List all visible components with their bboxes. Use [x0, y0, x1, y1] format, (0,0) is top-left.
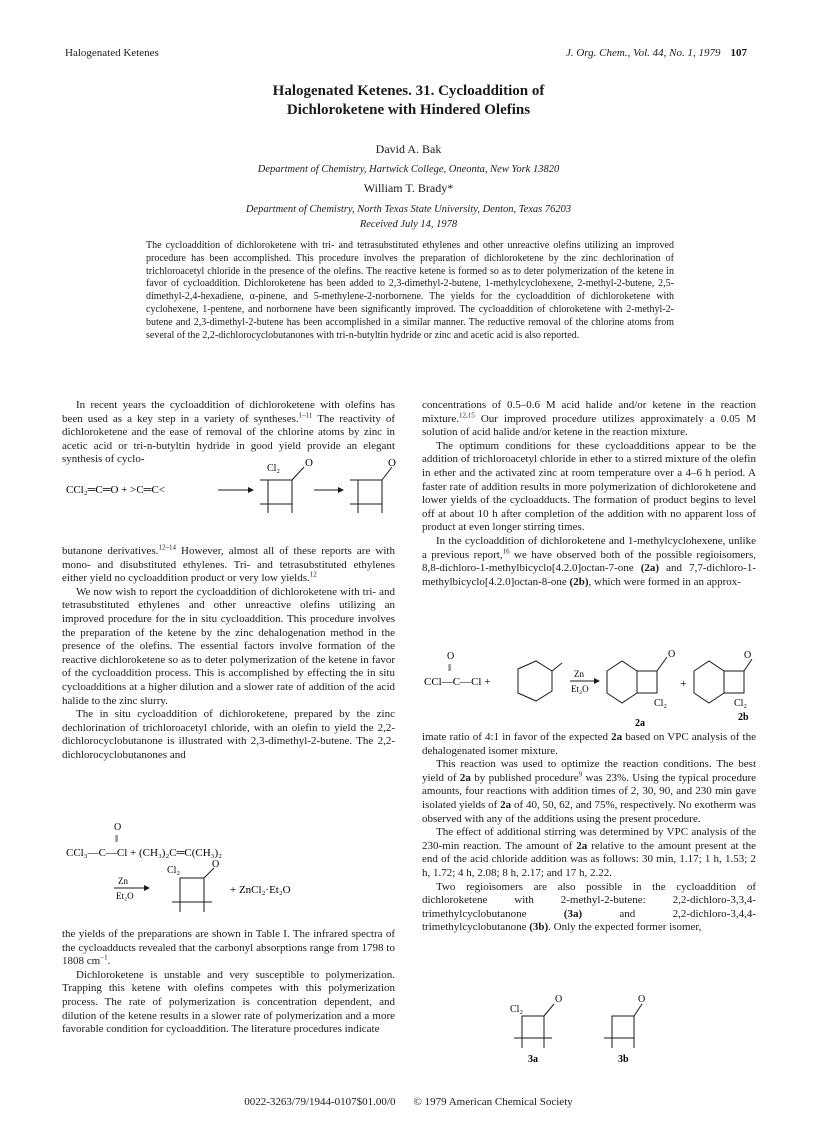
text-run: . Only the expected former isomer,: [548, 921, 702, 934]
carbonyl-o-3a: O: [555, 994, 563, 1005]
byproduct: + ZnCl₂·Et₂O: [230, 884, 291, 896]
cl2-label: Cl₂: [167, 865, 180, 876]
text-run: This reaction was used to optimize the reaction conditions. The best yield of: [422, 758, 756, 784]
scheme-4: [422, 990, 756, 1067]
text-run: In the cycloaddition of dichloroketene and 1-methylcyclohexene, unlike a previous report,: [422, 534, 756, 561]
compound-label: (3a): [563, 907, 583, 920]
compound-label-3b: 3b: [618, 1054, 629, 1065]
text-run: of 40, 50, 62, and 75%, respectively. No exotherm was observed with any of the additions using the present procedure.: [422, 798, 757, 825]
journal-citation: J. Org. Chem., Vol. 44, No. 1, 1979: [565, 47, 721, 59]
arrow-head: [248, 487, 254, 493]
cyclobutanone-ring-3b: [612, 1016, 634, 1038]
article-title-line-2: Dichloroketene with Hindered Olefins: [286, 102, 531, 118]
cl2-label-2b: Cl₂: [734, 698, 747, 709]
methylcyclohexene-ring: [518, 661, 552, 701]
compound-label: (2a): [640, 562, 660, 575]
text-run: .: [107, 955, 111, 968]
page-footer: [0, 1096, 817, 1108]
text-run: we have observed both of the possible regioisomers, 8,8-dichloro-1-methylbicyclo[4.2.0]octan-7-one: [422, 548, 756, 575]
text-run: The effect of additional stirring was determined by VPC analysis of the 230-min reaction. The amount of: [422, 826, 756, 852]
cyclobutanone-ring-3a: [522, 1016, 544, 1038]
running-head-journal: [566, 47, 747, 59]
paragraph-13: [422, 881, 756, 935]
scheme-3-o: O: [447, 651, 455, 662]
cyclobutanone-ring: [180, 878, 204, 902]
plus-sign: +: [680, 676, 687, 690]
scheme-3: [422, 647, 756, 730]
reference-sup: 9: [578, 770, 583, 779]
compound-label: 2a: [459, 771, 471, 784]
text-run: the yields of the preparations are shown in Table I. The infrared spectra of the cycloadducts revealed that the carbonyl absorptions range from 1798 to 1808 cm: [62, 928, 395, 968]
left-column-block-2: [62, 545, 395, 763]
text-run: In recent years the cycloaddition of dichloroketene with olefins has been used as a key step in a variety of syntheses.: [62, 399, 395, 425]
text-run: imate ratio of 4:1 in favor of the expected: [422, 731, 612, 743]
cl2-label-3a: Cl₂: [510, 1004, 523, 1015]
compound-label: 2a: [576, 839, 588, 852]
text-run: However, almost all of these reports are with mono- and disubstituted ethylenes. Tri- and tetrasubstituted ethylenes either yield no cycloaddition product or very low yields.: [62, 545, 395, 585]
paragraph-11: [422, 758, 756, 826]
compound-label-3a: 3a: [528, 1054, 538, 1065]
carbonyl-o: O: [212, 859, 220, 870]
scheme-1: [62, 455, 395, 532]
bicyclic-ring-2b: [694, 661, 724, 703]
compound-label: (2b): [569, 575, 589, 588]
cyclobutanone-ring-product: [358, 480, 382, 504]
text-run: based on VPC analysis of the dehalogenated isomer mixture.: [422, 731, 756, 757]
received-date: Received July 14, 1978: [359, 219, 458, 230]
reference-sup: 1–11: [298, 410, 313, 419]
carbonyl-o-3b: O: [638, 994, 646, 1005]
running-head-title: Halogenated Ketenes: [65, 47, 159, 59]
carbonyl-o: O: [305, 457, 313, 469]
paragraph-7: [422, 399, 756, 440]
carbonyl-o-2b: O: [744, 650, 752, 661]
author-1: David A. Bak: [375, 142, 442, 156]
paragraph-9: [422, 535, 756, 589]
compound-label: 2a: [611, 731, 623, 743]
text-run: concentrations of 0.5–0.6 M acid halide and/or ketene in the reaction mixture.: [422, 399, 756, 425]
text-run: Our improved procedure utilizes approximately a 0.05 M solution of acid halide and/or ketene in the reaction mixture.: [422, 412, 756, 439]
scheme-2: [62, 818, 395, 923]
compound-label-2b: 2b: [738, 712, 749, 723]
zn-label: Zn: [118, 876, 128, 886]
paragraph-5: [62, 928, 395, 969]
arrow-head: [594, 678, 600, 684]
compound-label-2a: 2a: [635, 718, 645, 729]
reference-sup: 12–14: [158, 543, 176, 552]
superscript: −1: [100, 953, 108, 962]
cyclobutanone-ring: [268, 480, 292, 504]
left-column-block-3: [62, 928, 395, 1037]
affiliation-2: Department of Chemistry, North Texas State University, Denton, Texas 76203: [245, 204, 572, 215]
bicyclic-ring-2a: [607, 661, 637, 703]
reference-sup: 12: [309, 570, 317, 579]
paragraph-continued: [62, 545, 395, 586]
paragraph-10: [422, 731, 756, 758]
affiliation-1: Department of Chemistry, Hartwick College, Oneonta, New York 13820: [257, 164, 560, 175]
scheme-2-double-bond: ‖: [115, 833, 119, 845]
right-column-block-2: [422, 731, 756, 935]
reference-sup: 16: [502, 546, 510, 555]
compound-label: (3b): [529, 921, 549, 934]
cl2-label: Cl₂: [267, 463, 280, 474]
page-number: 107: [730, 47, 747, 59]
cl2-label-2a: Cl₂: [654, 698, 667, 709]
article-code: 0022-3263/79/1944-0107$01.00/0: [244, 1096, 396, 1108]
text-run: The reactivity of dichloroketene and the ease of removal of the chlorine atoms by zinc in acetic acid or tri-n-butyltin hydride in good yield provide an elegant synthesis of cyclo-: [62, 412, 395, 466]
arrow-head: [338, 487, 344, 493]
arrow-head: [144, 885, 150, 891]
carbonyl-o-2: O: [388, 457, 396, 469]
text-run: Two regioisomers are also possible in the cycloaddition of dichloroketene with 2-methyl-2-butene: 2,2-dichloro-3,3,4-trimethylcyclobutanone: [422, 880, 756, 920]
carbonyl-o-2a: O: [668, 649, 676, 660]
scheme-3-double-bond: ‖: [448, 662, 452, 674]
paragraph-4: The in situ cycloaddition of dichloroketene, prepared by the zinc dechlorination of trichloroacetyl chloride, with an olefin to yield the 2,2-dichlorocyclobutanone is illustrated with 2,3-dimethyl-2-butene. The 2,2-dichlorocyclobutanones and: [62, 708, 395, 761]
right-column-block-1: [422, 399, 756, 589]
paragraph-3: We now wish to report the cycloaddition of dichloroketene with tri- and tetrasubstituted ethylenes and other unreactive olefins utilizing an improved procedure for the in situ cycloaddition. This procedure involves the preparation of the ketene by the zinc dehalogenation method in the presence of the olefins. The essential factors involve formation of the reactive dichloroketene so as to deter polymerization of the ketene in favor of the cycloaddition process. This is accomplished by effecting the in situ cycloadditions at a higher dilution and a slower rate of addition of the acid halide to the zinc slurry.: [62, 585, 395, 707]
scheme-2-reactants: CCl₃—C—Cl + (CH₃)₂C═C(CH₃)₂: [66, 847, 223, 859]
text-run: and 2,2-dichloro-3,4,4-trimethylcyclobutanone: [422, 907, 757, 934]
scheme-2-o: O: [114, 822, 122, 833]
et2o-label: Et₂O: [116, 891, 134, 901]
scheme-1-reactants: CCl₂═C═O + >C═C<: [66, 484, 166, 496]
text-run: , which were formed in an approx-: [588, 575, 741, 588]
abstract: The cycloaddition of dichloroketene with tri- and tetrasubstituted ethylenes and other unreactive olefins utilizing an improved procedure has been accomplished. This procedure involves the preparation of dichloroketene by the zinc dechlorination of trichloroacetyl chloride in the presence of the olefins. The reactive ketene is formed so as to deter polymerization of the ketene in favor of cycloaddition. Dichloroketene has been added to 2,3-dimethyl-2-butene, 1-methylcyclohexene, 2-methyl-2-butene, 2,5-dimethyl-2,4-hexadiene, α-pinene, and 5-methylene-2-norbornene. The yields for the cycloaddition of dichloroketene with cyclohexene, 1-pentene, and norbornene have been significantly improved. The cycloaddition of chloroketene with 2-methyl-2-butene and 2,3-dimethyl-2-butene has been accomplished in a similar manner. The reductive removal of the chlorine atoms from several of the 2,2-dichlorocyclobutanones with tri-n-butyltin hydride or zinc and acetic acid is also reported.: [146, 240, 674, 341]
author-2: William T. Brady*: [363, 181, 454, 195]
copyright: © 1979 American Chemical Society: [413, 1096, 573, 1108]
paragraph-8: The optimum conditions for these cycloadditions appear to be the addition of trichloroacetyl chloride in ether to a stirred mixture of the olefin in ether and the activated zinc at room temperature over a 4–6 h period. A faster rate of addition results in more polymerization of dichloroketene and lower yields of the cycloadducts. The formation of product begins to level off at about 10 h after completion of the addition with no apparent loss of product at even longer stirring times.: [422, 439, 756, 534]
scheme-3-reactants: CCl—C—Cl +: [424, 676, 491, 688]
text-run: butanone derivatives.: [62, 545, 159, 557]
reference-sup: 12,15: [458, 410, 475, 419]
text-run: by published procedure: [470, 771, 579, 784]
article-title-line-1: Halogenated Ketenes. 31. Cycloaddition of: [272, 83, 545, 99]
compound-label: 2a: [500, 798, 512, 811]
paragraph-6: Dichloroketene is unstable and very susceptible to polymerization. Trapping this ketene with olefins competes with this polymerization process. The rate of polymerization is concentration dependent, and dilution of the ketene results in a slower rate of polymerization and a more favorable condition for cycloaddition. The literature procedures indicate: [62, 968, 395, 1036]
paragraph-12: [422, 826, 756, 880]
zn-label: Zn: [574, 669, 584, 679]
et2o-label: Et₂O: [571, 684, 589, 694]
article-title: [150, 82, 667, 120]
text-run: was 23%. Using the typical procedure amounts, four reactions with addition times of 2, 30, 90, and 230 min gave isolated yields of: [422, 771, 756, 811]
text-run: relative to the amount present at the end of the acid chloride addition was as follows: 30 min, 1.17; 1 h, 1.53; 2 h, 1.72; 4 h, 2.08; 8 h, 2.17; and 17 h, 2.22.: [422, 839, 756, 879]
text-run: and 7,7-dichloro-1-methylbicyclo[4.2.0]octan-8-one: [422, 562, 756, 588]
